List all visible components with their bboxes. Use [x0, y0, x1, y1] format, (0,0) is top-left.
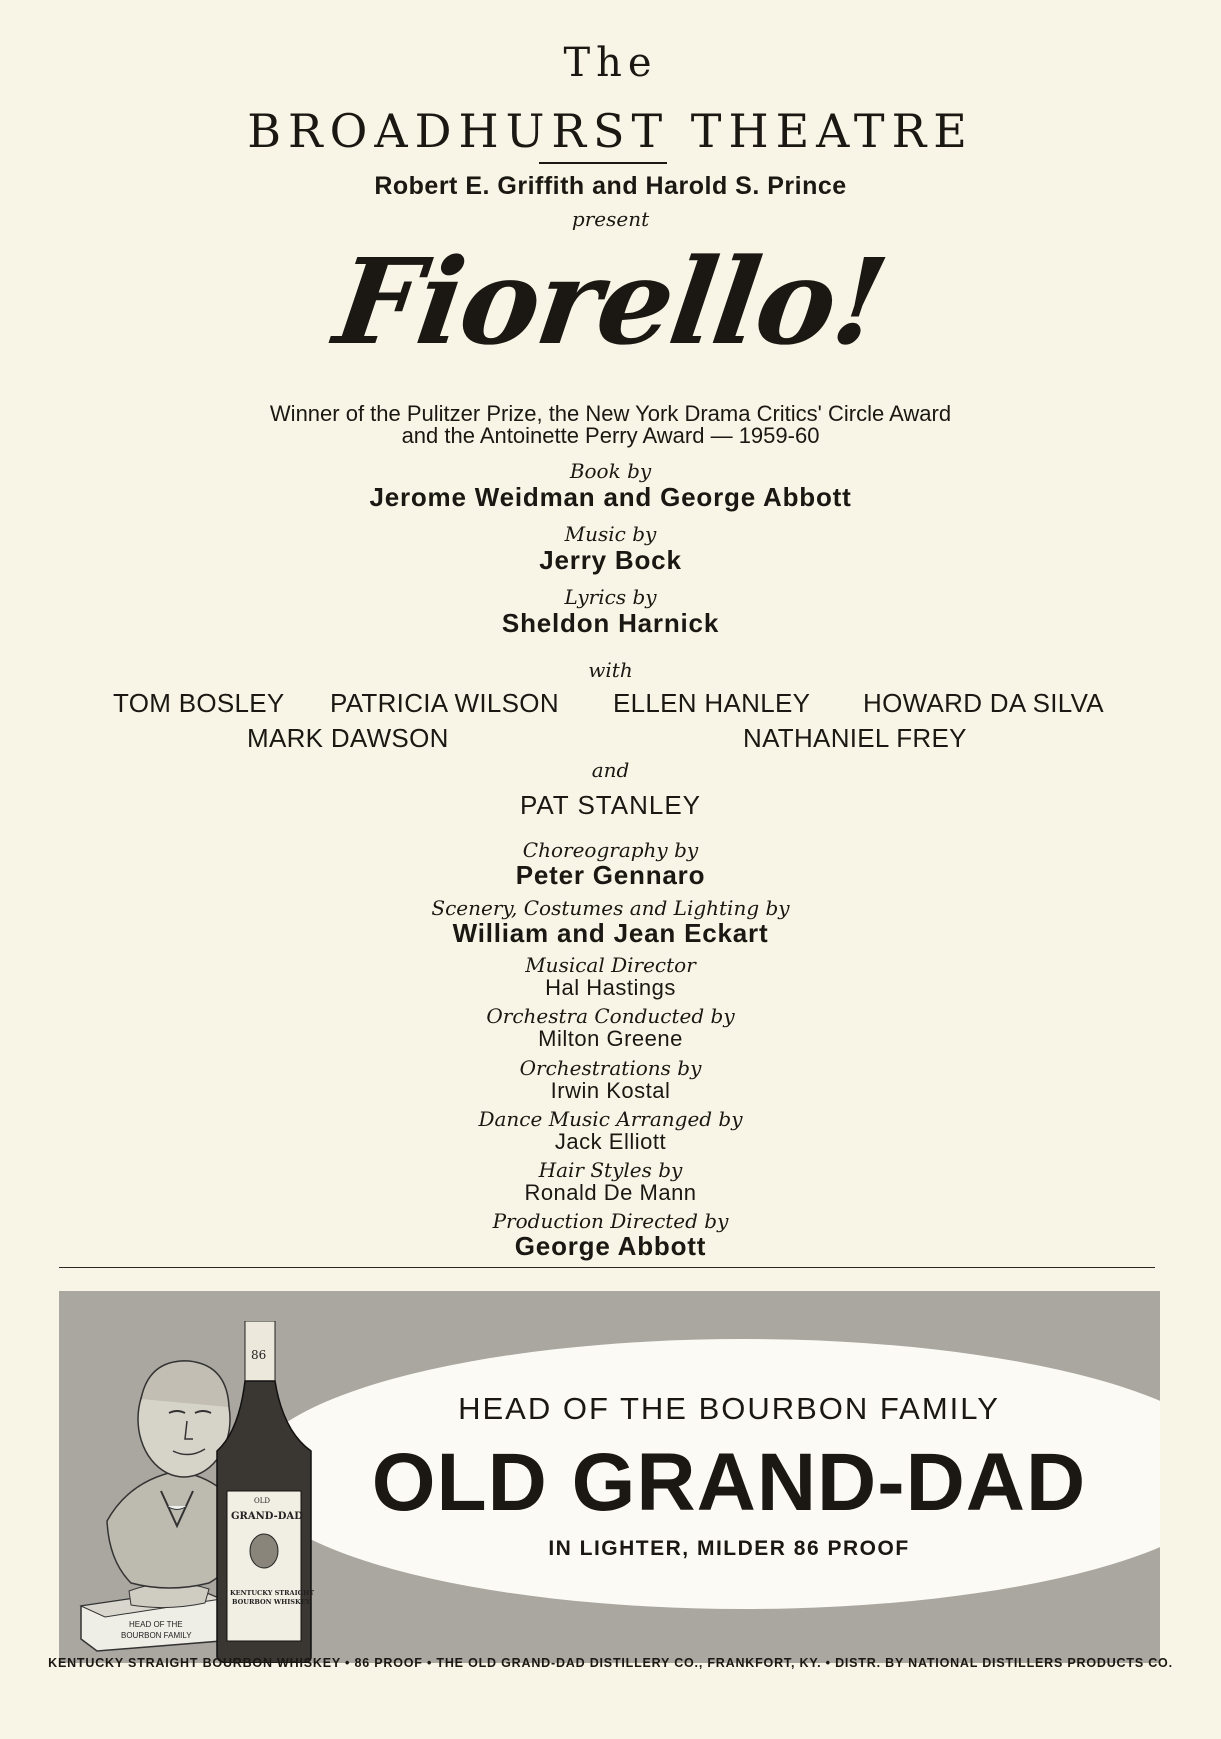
hair-stylist: Ronald De Mann	[524, 1180, 697, 1205]
cast-member: NATHANIEL FREY	[743, 723, 967, 753]
present-label: present	[571, 207, 650, 231]
bottle-label-type-2: BOURBON WHISKEY	[232, 1598, 311, 1606]
award-line-1: Winner of the Pulitzer Prize, the New York Drama Critics' Circle Award	[269, 401, 952, 426]
conductor: Milton Greene	[538, 1026, 683, 1051]
bottle-neck-label: 86	[251, 1348, 267, 1362]
header-the: The	[563, 40, 658, 86]
director-label: Production Directed by	[492, 1209, 729, 1233]
lyrics-label: Lyrics by	[564, 585, 657, 609]
bottle-label-old: OLD	[254, 1497, 270, 1505]
cast-member: TOM BOSLEY	[113, 688, 285, 718]
featured-cast: PAT STANLEY	[519, 790, 701, 820]
section-divider	[59, 1267, 1155, 1268]
scenery-label: Scenery, Costumes and Lighting by	[431, 896, 790, 920]
pedestal-label-line-1: HEAD OF THE	[129, 1620, 183, 1629]
scenic-designers: William and Jean Eckart	[452, 918, 769, 948]
orchestra-conducted-label: Orchestra Conducted by	[486, 1004, 735, 1028]
ad-brand-name: OLD GRAND-DAD	[371, 1437, 1087, 1528]
musical-director-label: Musical Director	[525, 953, 696, 977]
bottle-label-type: KENTUCKY STRAIGHT	[230, 1589, 315, 1597]
dance-music-label: Dance Music Arranged by	[478, 1107, 743, 1131]
director: George Abbott	[514, 1231, 707, 1261]
bottle-label-brand: GRAND-DAD	[231, 1511, 303, 1522]
whiskey-advertisement	[59, 1291, 1160, 1663]
cast-member: ELLEN HANLEY	[613, 688, 811, 718]
musical-director: Hal Hastings	[545, 975, 676, 1000]
choreography-label: Choreography by	[522, 838, 699, 862]
producers: Robert E. Griffith and Harold S. Prince	[374, 172, 847, 200]
orchestrator: Irwin Kostal	[550, 1078, 671, 1103]
theatre-name: BROADHURST THEATRE	[247, 104, 974, 158]
ad-subline: IN LIGHTER, MILDER 86 PROOF	[548, 1537, 910, 1560]
book-label: Book by	[569, 459, 652, 483]
cast-member: MARK DAWSON	[247, 723, 449, 753]
lyricist: Sheldon Harnick	[501, 608, 720, 638]
header-divider	[539, 162, 667, 164]
show-title-logo: Fiorello!	[327, 232, 894, 371]
dance-arranger: Jack Elliott	[554, 1129, 667, 1154]
ad-footer: KENTUCKY STRAIGHT BOURBON WHISKEY • 86 PROOF • THE OLD GRAND-DAD DISTILLERY CO., FRANKFORT, KY. • DISTR. BY NATIONAL DISTILLERS PRODUCTS CO.	[48, 1656, 1173, 1670]
bust-and-bottle-illustration	[69, 1321, 349, 1663]
award-line-2: and the Antoinette Perry Award — 1959-60	[401, 423, 820, 448]
book-authors: Jerome Weidman and George Abbott	[369, 482, 852, 512]
music-composer: Jerry Bock	[539, 545, 682, 575]
award-text	[0, 403, 1221, 447]
orchestrations-label: Orchestrations by	[519, 1056, 702, 1080]
cast-member: HOWARD DA SILVA	[863, 688, 1104, 718]
pedestal-label-line-2: BOURBON FAMILY	[121, 1631, 192, 1640]
ad-headline: HEAD OF THE BOURBON FAMILY	[458, 1391, 1000, 1426]
cast-member: PATRICIA WILSON	[330, 688, 559, 718]
hair-styles-label: Hair Styles by	[538, 1158, 683, 1182]
and-label: and	[591, 758, 630, 782]
with-label: with	[588, 658, 633, 682]
choreographer: Peter Gennaro	[515, 860, 706, 890]
music-label: Music by	[564, 522, 657, 546]
